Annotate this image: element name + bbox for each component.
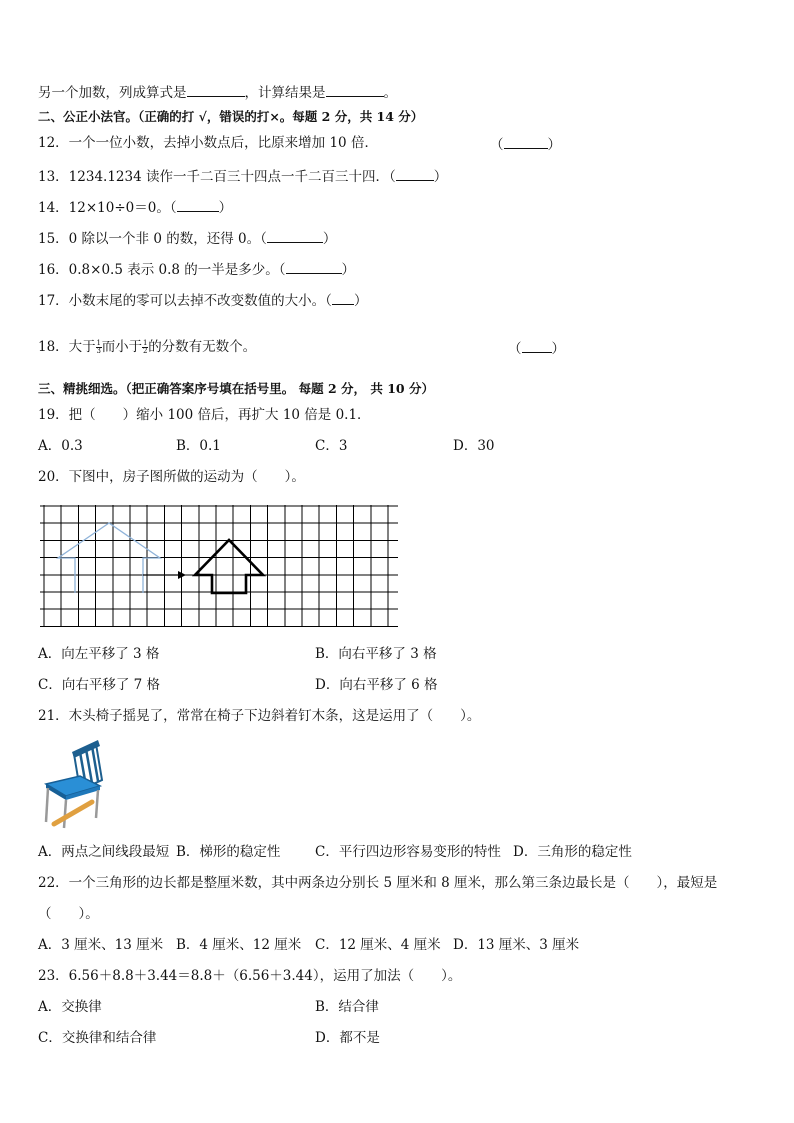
question-17: 17．小数末尾的零可以去掉不改变数值的大小。（ ） bbox=[38, 290, 367, 310]
option-b[interactable]: B．梯形的稳定性 bbox=[176, 844, 281, 860]
answer-blank[interactable] bbox=[396, 166, 434, 181]
translation-grid-figure bbox=[40, 505, 398, 627]
answer-blank[interactable] bbox=[177, 197, 219, 212]
answer-blank[interactable] bbox=[286, 259, 342, 274]
question-14: 14．12×10÷0＝0。（ ） bbox=[38, 197, 232, 217]
question-15: 15．0 除以一个非 0 的数，还得 0。（ ） bbox=[38, 228, 336, 248]
section-2-heading: 二、公正小法官。（正确的打 √，错误的打×。每题 2 分，共 14 分） bbox=[38, 109, 424, 124]
question-22-continued: （ ）。 bbox=[38, 906, 99, 922]
option-a[interactable]: A．两点之间线段最短 bbox=[38, 844, 170, 860]
fill-in-line: 另一个加数，列成算式是 ，计算结果是 。 bbox=[38, 82, 397, 102]
option-a[interactable]: A．交换律 bbox=[38, 999, 102, 1015]
answer-blank[interactable] bbox=[326, 82, 384, 97]
answer-blank[interactable] bbox=[267, 228, 323, 243]
question-19: 19．把（ ）缩小 100 倍后，再扩大 10 倍是 0.1． bbox=[38, 407, 371, 423]
option-d[interactable]: D．13 厘米、3 厘米 bbox=[453, 937, 580, 953]
option-b[interactable]: B．向右平移了 3 格 bbox=[315, 646, 437, 662]
option-d[interactable]: D．三角形的稳定性 bbox=[513, 844, 632, 860]
answer-blank[interactable] bbox=[522, 338, 552, 353]
chair-leg bbox=[46, 788, 48, 822]
question-21: 21．木头椅子摇晃了，常常在椅子下边斜着钉木条，这是运用了（ ）。 bbox=[38, 708, 481, 724]
chair-leg bbox=[96, 790, 98, 818]
translated-house bbox=[195, 540, 263, 593]
option-a[interactable]: A．向左平移了 3 格 bbox=[38, 646, 160, 662]
question-13: 13．1234.1234 读作一千二百三十四点一千二百三十四．（ ） bbox=[38, 166, 447, 186]
question-22: 22．一个三角形的边长都是整厘米数，其中两条边分别长 5 厘米和 8 厘米，那么第三条边最长是（ ），最短是 bbox=[38, 875, 718, 891]
option-d[interactable]: D．向右平移了 6 格 bbox=[315, 677, 438, 693]
answer-blank[interactable] bbox=[504, 134, 548, 149]
option-c[interactable]: C．平行四边形容易变形的特性 bbox=[315, 844, 501, 860]
option-d[interactable]: D．都不是 bbox=[315, 1030, 380, 1046]
question-12: 12．一个一位小数，去掉小数点后，比原来增加 10 倍． bbox=[38, 135, 378, 151]
option-d[interactable]: D．30 bbox=[453, 438, 495, 454]
question-16: 16．0.8×0.5 表示 0.8 的一半是多少。（ ） bbox=[38, 259, 355, 279]
option-a[interactable]: A．3 厘米、13 厘米 bbox=[38, 937, 164, 953]
option-b[interactable]: B．结合律 bbox=[315, 999, 379, 1015]
option-a[interactable]: A．0.3 bbox=[38, 438, 83, 454]
answer-blank[interactable] bbox=[332, 290, 354, 305]
chair-with-brace-illustration bbox=[40, 740, 110, 830]
grid bbox=[40, 505, 398, 627]
answer-paren-12[interactable]: （ ） bbox=[490, 134, 561, 154]
question-23: 23．6.56＋8.8＋3.44＝8.8＋（6.56＋3.44），运用了加法（ ）。 bbox=[38, 968, 462, 984]
diagonal-brace bbox=[54, 802, 92, 824]
option-c[interactable]: C．3 bbox=[315, 438, 348, 454]
chair-leg bbox=[64, 800, 66, 828]
question-18: 18．大于 $\frac{1}{3}$ 而小于 $\frac{1}{2}$ 的分数有无数个。 bbox=[38, 339, 257, 355]
answer-paren-18[interactable]: （ ） bbox=[508, 338, 565, 358]
option-c[interactable]: C．向右平移了 7 格 bbox=[38, 677, 161, 693]
fraction-one-third: $\frac{1}{3}$ bbox=[96, 339, 101, 355]
fraction-one-half: $\frac{1}{2}$ bbox=[142, 339, 148, 355]
section-3-heading: 三、精挑细选。（把正确答案序号填在括号里。 每题 2 分， 共 10 分） bbox=[38, 381, 434, 396]
question-20: 20．下图中，房子图所做的运动为（ ）。 bbox=[38, 469, 305, 485]
option-b[interactable]: B．0.1 bbox=[176, 438, 221, 454]
option-c[interactable]: C．12 厘米、4 厘米 bbox=[315, 937, 441, 953]
option-b[interactable]: B．4 厘米、12 厘米 bbox=[176, 937, 302, 953]
option-c[interactable]: C．交换律和结合律 bbox=[38, 1030, 157, 1046]
answer-blank[interactable] bbox=[187, 82, 245, 97]
